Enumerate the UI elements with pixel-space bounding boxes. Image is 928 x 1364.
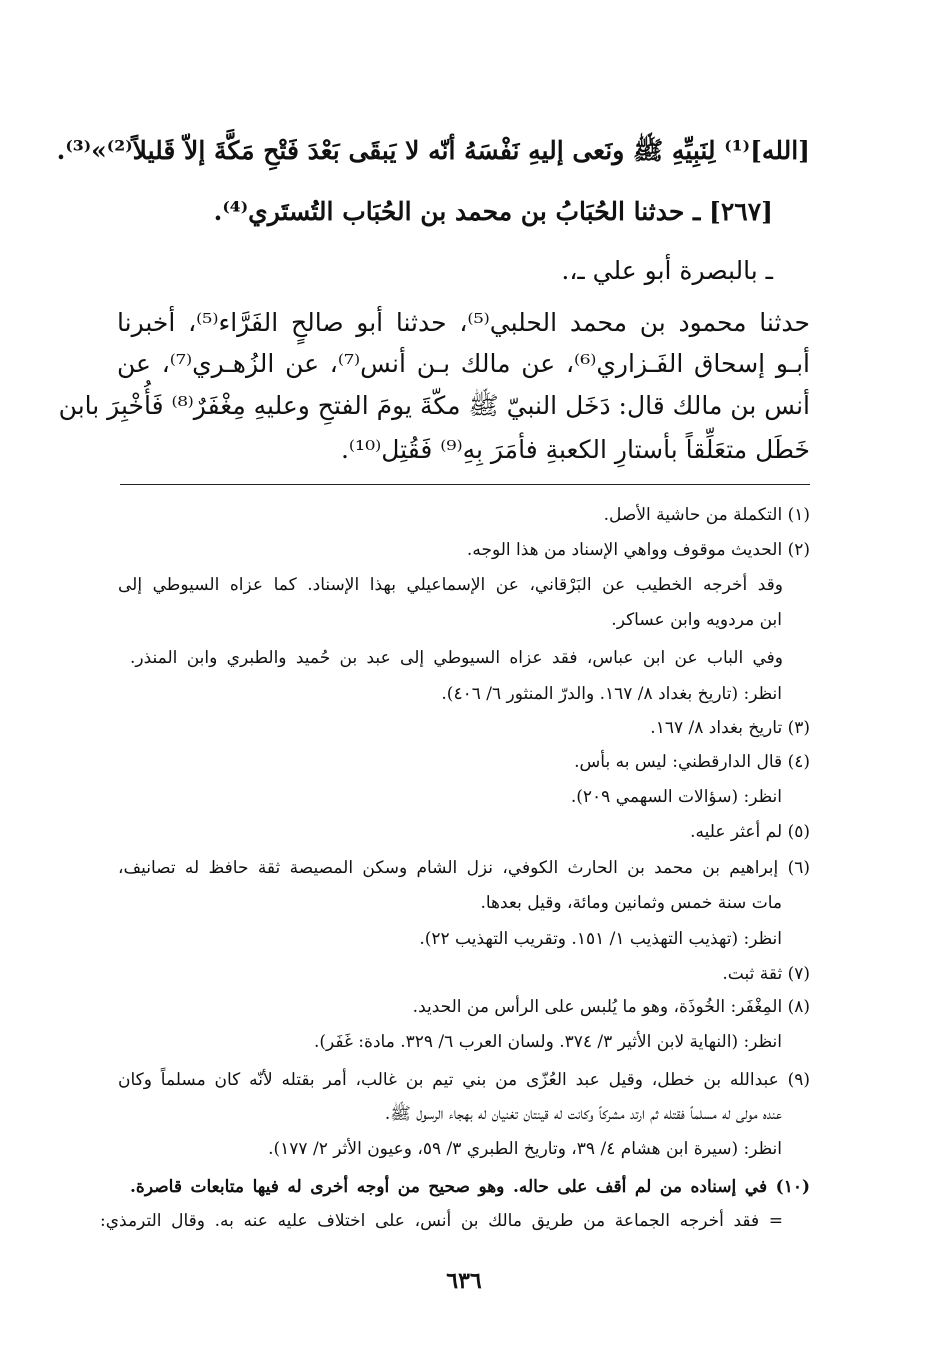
- main-text-line-4: حدثنا محمود بن محمد الحلبي⁽⁵⁾، حدثنا أبو صالحٍ الفَرَّاء⁽⁵⁾، أخبرنا: [117, 308, 810, 337]
- footnote-9-line-2: عنده مولى له مسلماً فقتله ثم ارتد مشركاً وكانت له قينتان تغنيان له بهجاء الرسول ﷺ.: [384, 1104, 782, 1124]
- footnote-2-reference: انظر: (تاريخ بغداد ٨/ ١٦٧. والدرّ المنثور ٦/ ٤٠٦).: [441, 684, 782, 704]
- footnote-8: (٨) المِغْفَر: الخُوذَة، وهو ما يُلبس على الرأس من الحديد.: [412, 997, 810, 1017]
- footnote-6-line-2: مات سنة خمس وثمانين ومائة، وقيل بعدها.: [480, 893, 782, 913]
- footnote-2-line-3: ابن مردويه وابن عساكر.: [611, 610, 782, 630]
- footnote-7: (٧) ثقة ثبت.: [722, 964, 810, 984]
- footnote-9: (٩) عبدالله بن خطل، وقيل عبد العُزّى من بني تيم بن غالب، أمر بقتله لأنّه كان مسلماً وكان: [118, 1070, 810, 1090]
- footnote-5: (٥) لم أعثر عليه.: [690, 822, 810, 842]
- footnote-1: (١) التكملة من حاشية الأصل.: [603, 505, 810, 525]
- page-number: ٦٣٦: [446, 1268, 482, 1294]
- footnote-6-reference: انظر: (تهذيب التهذيب ١/ ١٥١. وتقريب التهذيب ٢٢).: [419, 929, 782, 949]
- footnote-2-line-4: وفي الباب عن ابن عباس، فقد عزاه السيوطي إلى عبد بن حُميد والطبري وابن المنذر.: [130, 648, 783, 668]
- main-text-line-3: ـ بالبصرة أبو علي ـ،.: [561, 256, 773, 285]
- main-text-line-5: أبـو إسحاق الفَـزاري⁽⁶⁾، عن مالك بـن أنس⁽⁷⁾، عن الزُهـري⁽⁷⁾، عن: [117, 349, 810, 378]
- footnote-10: (١٠) في إسناده من لم أقف على حاله. وهو صحيح من أوجه أخرى له فيها متابعات قاصرة.: [130, 1177, 810, 1197]
- main-text-line-6: أنس بن مالك قال: دَخَل النبيّ ﷺ مكّةَ يومَ الفتحِ وعليهِ مِغْفَرٌ⁽⁸⁾ فَأُخْبِرَ بابن: [58, 391, 810, 420]
- main-text-line-7: خَطَل متعَلِّقاً بأستارِ الكعبةِ فأمَرَ بِهِ⁽⁹⁾ فَقُتِل⁽¹⁰⁾.: [340, 435, 810, 464]
- footnote-4: (٤) قال الدارقطني: ليس به بأس.: [574, 752, 810, 772]
- main-text-line-1: [الله]⁽¹⁾ لِنَبِيِّهِ ﷺ ونَعى إليهِ نَفْسَهُ أنّه لا يَبقَى بَعْدَ فَتْحِ مَكَّةَ إلاّ قَليلاً⁽²⁾»⁽³⁾.: [56, 136, 810, 165]
- footnote-6: (٦) إبراهيم بن محمد بن الحارث الكوفي، نزل الشام وسكن المصيصة ثقة حافظ له تصانيف،: [118, 858, 810, 878]
- hadith-number-heading: [٢٦٧] ـ حدثنا الحُبَابُ بن محمد بن الحُبَاب التُستَري⁽⁴⁾.: [213, 197, 773, 226]
- footnote-2: (٢) الحديث موقوف وواهي الإسناد من هذا الوجه.: [466, 540, 810, 560]
- footnote-8-reference: انظر: (النهاية لابن الأثير ٣/ ٣٧٤. ولسان العرب ٦/ ٣٢٩. مادة: غَفَر).: [314, 1032, 782, 1052]
- footnote-9-reference: انظر: (سيرة ابن هشام ٤/ ٣٩، وتاريخ الطبري ٣/ ٥٩، وعيون الأثر ٢/ ١٧٧).: [268, 1139, 782, 1159]
- footnote-separator: [120, 484, 810, 485]
- footnote-3: (٣) تاريخ بغداد ٨/ ١٦٧.: [650, 718, 810, 738]
- footnote-10-line-2: = فقد أخرجه الجماعة من طريق مالك بن أنس، على اختلاف عليه عنه به. وقال الترمذي:: [100, 1211, 783, 1231]
- footnote-2-line-2: وقد أخرجه الخطيب عن البَرْقاني، عن الإسماعيلي بهذا الإسناد. كما عزاه السيوطي إلى: [118, 575, 783, 595]
- footnote-4-reference: انظر: (سؤالات السهمي ٢٠٩).: [570, 787, 782, 807]
